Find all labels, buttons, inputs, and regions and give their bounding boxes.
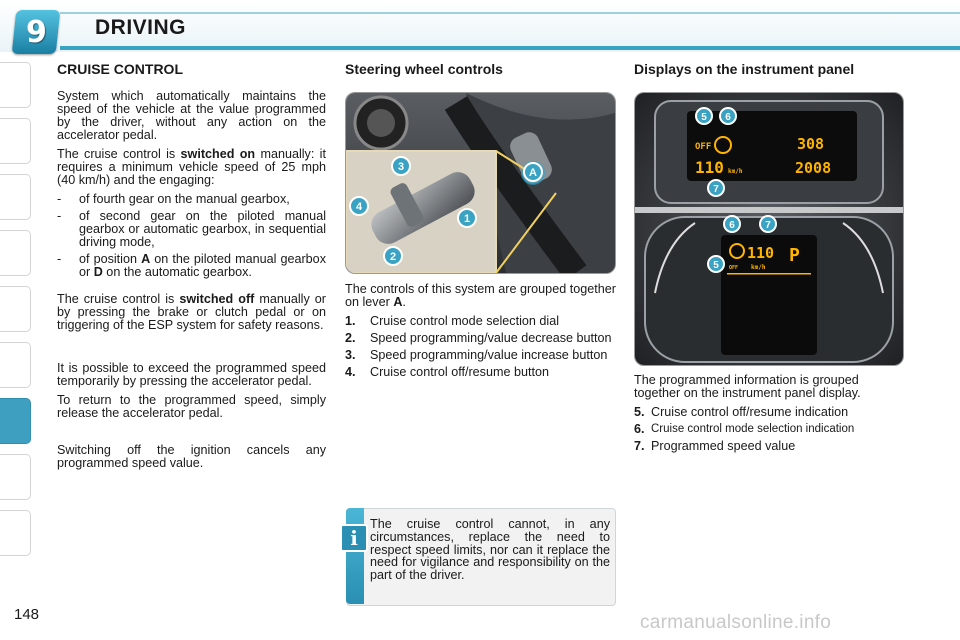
condition-item: - of fourth gear on the manual gearbox, — [57, 192, 290, 206]
condition-item: - of position A on the piloted manual gearbox or D on the automatic gearbox. — [57, 252, 326, 279]
chapter-tab[interactable] — [0, 286, 31, 332]
svg-text:6: 6 — [725, 112, 731, 123]
displays-column — [634, 63, 904, 90]
display-callouts — [634, 92, 902, 364]
steering-item: 2. Speed programming/value decrease button — [345, 331, 612, 345]
svg-text:6: 6 — [729, 220, 735, 231]
steering-item: 4. Cruise control off/resume button — [345, 365, 549, 379]
header-rule — [60, 46, 960, 50]
svg-text:P: P — [789, 245, 800, 266]
page-number: 148 — [14, 606, 40, 623]
ignition-paragraph: Switching off the ignition cancels any programmed speed value. — [57, 443, 326, 470]
svg-text:7: 7 — [713, 184, 719, 195]
displays-text — [634, 374, 906, 457]
chapter-tabs — [0, 62, 32, 574]
svg-text:A: A — [529, 167, 537, 179]
svg-text:km/h: km/h — [728, 168, 743, 175]
svg-text:7: 7 — [765, 220, 771, 231]
callout-6-top — [720, 108, 736, 124]
callout-3 — [392, 157, 410, 175]
svg-text:1: 1 — [463, 213, 471, 225]
callout-7-top — [708, 180, 724, 196]
condition-item: - of second gear on the piloted manual gearbox or automatic gearbox, in sequential driving mode, — [57, 209, 326, 249]
chapter-badge — [12, 10, 61, 54]
callout-5-bottom — [708, 256, 724, 272]
chapter-tab[interactable] — [0, 174, 31, 220]
switched-on-paragraph: The cruise control is switched on manually: it requires a minimum vehicle speed of 25 mph (40 km/h) and the engaging: — [57, 147, 326, 187]
callout-4 — [350, 197, 368, 215]
svg-text:4: 4 — [355, 201, 363, 213]
chapter-tab[interactable] — [0, 118, 31, 164]
steering-item: 3. Speed programming/value increase button — [345, 348, 608, 362]
callout-2 — [384, 247, 402, 265]
callout-a — [524, 163, 542, 181]
info-box-text: The cruise control cannot, in any circumstances, replace the need to respect speed limits, nor can it replace the need for vigilance and responsibility on the part of the driver. — [370, 517, 610, 583]
svg-text:km/h: km/h — [751, 264, 766, 271]
displays-heading: Displays on the instrument panel — [634, 61, 855, 77]
steering-grouped-text: The controls of this system are grouped together on lever A. — [345, 282, 616, 309]
chapter-tab[interactable] — [0, 62, 31, 108]
svg-text:110: 110 — [695, 158, 724, 177]
return-paragraph: To return to the programmed speed, simply release the accelerator pedal. — [57, 393, 326, 420]
exceed-paragraph: It is possible to exceed the programmed speed temporarily by pressing the accelerator pedal. — [57, 361, 326, 388]
info-box-stripe — [346, 508, 364, 604]
svg-text:5: 5 — [713, 260, 719, 271]
steering-callouts — [345, 92, 614, 272]
cruise-control-heading: CRUISE CONTROL — [57, 61, 183, 77]
svg-text:5: 5 — [701, 112, 707, 123]
svg-text:OFF: OFF — [695, 142, 712, 152]
chapter-number: 9 — [25, 14, 47, 50]
callout-6-bottom — [724, 216, 740, 232]
svg-text:3: 3 — [397, 161, 405, 173]
steering-column — [345, 63, 615, 90]
watermark: carmanualsonline.info — [640, 612, 832, 633]
callout-5-top — [696, 108, 712, 124]
steering-item: 1. Cruise control mode selection dial — [345, 314, 559, 328]
header-rule-top — [60, 12, 960, 14]
svg-text:2008: 2008 — [795, 159, 832, 177]
svg-text:OFF: OFF — [729, 265, 739, 271]
callout-1 — [458, 209, 476, 227]
chapter-tab-active[interactable] — [0, 398, 31, 444]
svg-text:2: 2 — [389, 251, 397, 263]
switched-off-paragraph: The cruise control is switched off manually or by pressing the brake or clutch pedal or on triggering of the ESP system for safety reasons. — [57, 292, 326, 332]
info-icon: i — [340, 524, 368, 552]
chapter-tab[interactable] — [0, 342, 31, 388]
display-item: 5. Cruise control off/resume indication — [634, 405, 849, 419]
display-item: 6. Cruise control mode selection indication — [634, 422, 855, 436]
svg-text:308: 308 — [797, 135, 825, 153]
chapter-tab[interactable] — [0, 454, 31, 500]
steering-heading: Steering wheel controls — [345, 61, 503, 77]
display-item: 7. Programmed speed value — [634, 439, 796, 453]
steering-text — [345, 283, 617, 383]
intro-paragraph: System which automatically maintains the speed of the vehicle at the value programmed by the driver, without any action on the accelerator pedal. — [57, 89, 326, 142]
chapter-title: DRIVING — [95, 16, 187, 39]
displays-grouped-text: The programmed information is grouped together on the instrument panel display. — [634, 373, 861, 400]
cruise-control-column — [57, 63, 326, 476]
callout-7-bottom — [760, 216, 776, 232]
chapter-tab[interactable] — [0, 230, 31, 276]
chapter-tab[interactable] — [0, 510, 31, 556]
svg-text:110: 110 — [747, 244, 775, 262]
